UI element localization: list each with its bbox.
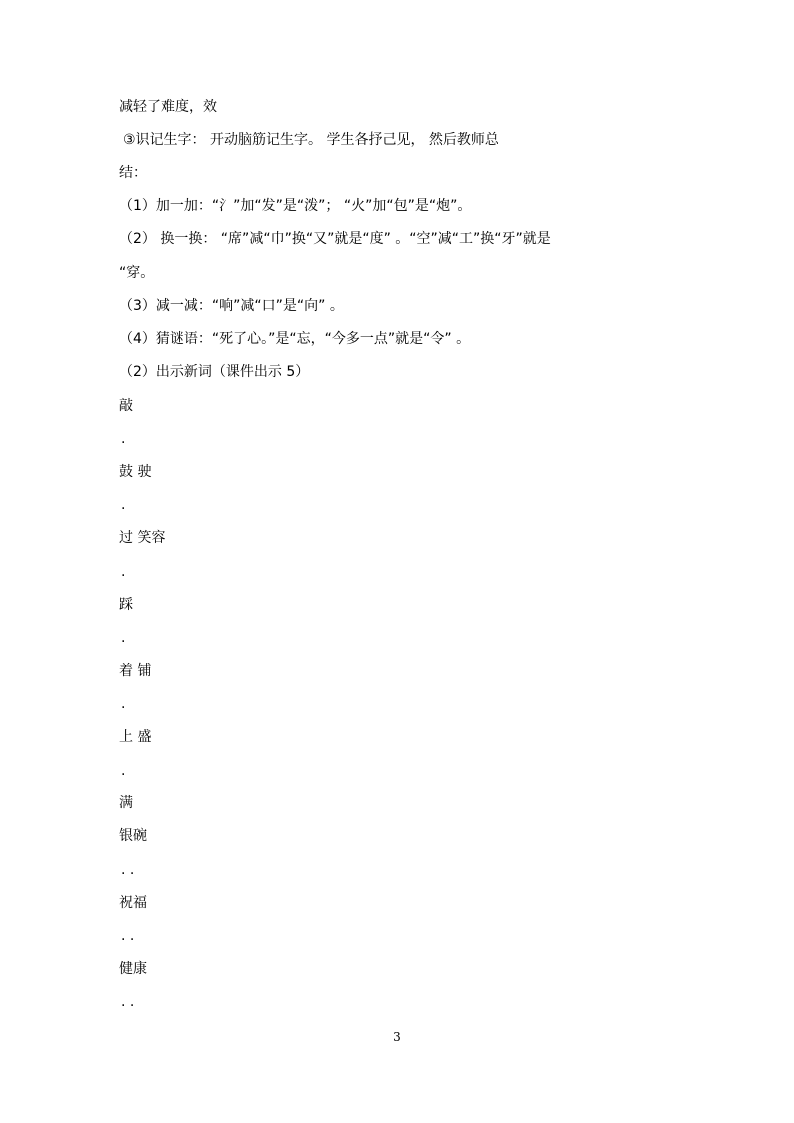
text-line-9: （2）出示新词（课件出示 5） [119, 364, 310, 380]
word-line-8: 银碗 [119, 828, 147, 844]
emphasis-dot-1: . [121, 431, 126, 447]
emphasis-dot-9: . . [121, 994, 135, 1010]
text-line-6: “穿。 [119, 265, 155, 281]
word-line-7: 满 [119, 795, 133, 811]
emphasis-dot-5: . [121, 696, 126, 712]
text-line-4: （1）加一加：“氵”加“发”是“泼”； “火”加“包”是“炮”。 [119, 198, 472, 214]
word-line-1: 敲 [119, 398, 133, 414]
text-line-7: （3）减一减：“响”减“口”是“向” 。 [119, 298, 344, 314]
word-line-10: 健康 [119, 961, 147, 977]
emphasis-dot-6: . [121, 763, 126, 779]
text-line-3: 结： [119, 165, 147, 181]
word-line-6: 上 盛 [119, 729, 152, 745]
page-number: 3 [393, 1030, 401, 1044]
text-line-1: 减轻了难度，效 [119, 99, 217, 115]
word-line-9: 祝福 [119, 895, 147, 911]
emphasis-dot-7: . . [121, 862, 135, 878]
word-line-2: 鼓 驶 [119, 464, 152, 480]
text-line-8: （4）猜谜语：“死了心。”是“忘，“今多一点”就是“令” 。 [119, 331, 471, 347]
emphasis-dot-2: . [121, 497, 126, 513]
text-line-2: ③识记生字： 开动脑筋记生字。 学生各抒己见， 然后教师总 [123, 132, 499, 148]
emphasis-dot-3: . [121, 564, 126, 580]
word-line-3: 过 笑容 [119, 530, 166, 546]
word-line-4: 踩 [119, 597, 133, 613]
emphasis-dot-8: . . [121, 928, 135, 944]
text-line-5: （2） 换一换： “席”减“巾”换“又”就是“度” 。“空”减“工”换“牙”就是 [119, 231, 551, 247]
word-line-5: 着 铺 [119, 663, 152, 679]
emphasis-dot-4: . [121, 630, 126, 646]
